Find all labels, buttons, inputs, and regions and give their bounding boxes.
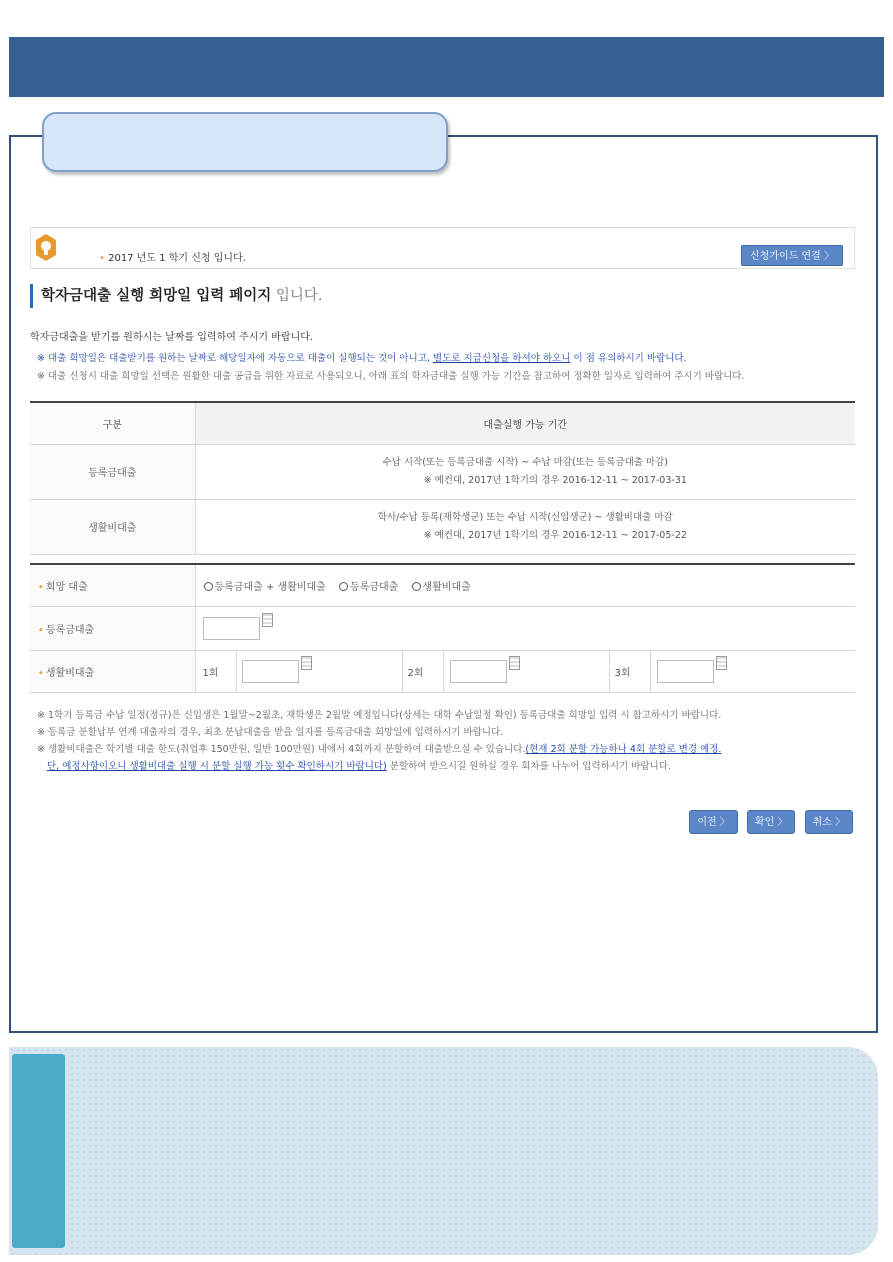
info-side-tab: [9, 1051, 68, 1251]
calendar-icon[interactable]: [509, 656, 520, 670]
installment-check-link[interactable]: 단, 예정사항이오니 생활비대출 실행 시 분할 실행 가능 횟수 확인하시기 바랍니다): [47, 761, 387, 772]
calendar-icon[interactable]: [716, 656, 727, 670]
notice-text: • 2017 년도 1 학기 신청 입니다.: [99, 253, 246, 264]
living-date-input-3[interactable]: [657, 660, 714, 683]
radio-tuition-living[interactable]: 등록금대출 + 생활비대출: [204, 578, 326, 593]
installment-2-label: 2회: [402, 650, 443, 692]
action-buttons: [685, 810, 853, 834]
semester-notice: [30, 227, 855, 269]
table-row: 생활비대출 학사/수납 등록(재학생군) 또는 수납 시작(신입생군) ~ 생활비대출 마감 ※ 예컨대, 2017년 1학기의 경우 2016-12-11 ~ 2017-05-22: [30, 499, 855, 554]
payment-request-link[interactable]: 별도로 지급신청을 하셔야 하오니: [432, 353, 571, 364]
loan-type-options: [195, 564, 855, 606]
intro-text: 학자금대출을 받기를 원하시는 날짜를 입력하여 주시기 바랍니다.: [30, 332, 314, 343]
table-header-category: 구분: [30, 402, 195, 444]
radio-tuition[interactable]: 등록금대출: [339, 578, 398, 593]
installment-1-label: 1회: [195, 650, 236, 692]
page-title: 학자금대출 실행 희망일 입력 페이지 입니다.: [30, 284, 323, 308]
installment-change-link[interactable]: (현재 2회 분할 가능하나 4회 분할로 변경 예정.: [525, 744, 722, 755]
section-tab: [42, 112, 448, 172]
calendar-icon[interactable]: [262, 613, 273, 627]
notice-line-1: ※ 대출 희망일은 대출받기를 원하는 날짜로 해당일자에 자동으로 대출이 실행되는 것이 아니고, 별도로 지급신청을 하셔야 하오니 이 점 유의하시기 바랍니다.: [37, 353, 687, 364]
table-header-period: 대출실행 가능 기간: [195, 402, 855, 444]
living-date-input-1[interactable]: [242, 660, 299, 683]
lightbulb-icon: [34, 233, 58, 265]
table-row: 등록금대출 수납 시작(또는 등록금대출 시작) ~ 수납 마감(또는 등록금대출 마감) ※ 예컨대, 2017년 1학기의 경우 2016-12-11 ~ 2017-03-31: [30, 444, 855, 499]
confirm-button[interactable]: 확인 〉: [747, 810, 796, 834]
loan-type-label: • 희망 대출: [30, 564, 195, 606]
radio-living[interactable]: 생활비대출: [412, 578, 471, 593]
tuition-label: • 등록금대출: [30, 606, 195, 650]
info-panel: [9, 1047, 878, 1255]
prev-button[interactable]: 이전 〉: [689, 810, 738, 834]
header-bar: [9, 37, 884, 97]
notice-line-2: ※ 대출 신청시 대출 희망일 선택은 원활한 대출 공급을 위한 자료로 사용되오니, 아래 표의 학자금대출 실행 가능 기간을 참고하여 정확한 일자로 입력하여 주시기 바랍니다.: [37, 371, 745, 382]
guide-link-button[interactable]: 신청가이드 연결 〉: [741, 245, 843, 266]
living-label: • 생활비대출: [30, 650, 195, 692]
loan-period-table: [30, 401, 855, 555]
living-date-input-2[interactable]: [450, 660, 507, 683]
tuition-date-input[interactable]: [203, 617, 260, 640]
cancel-button[interactable]: 취소 〉: [805, 810, 854, 834]
installment-3-label: 3회: [609, 650, 650, 692]
footnotes: ※ 1학기 등록금 수납 일정(정규)은 신입생은 1월말~2월초, 재학생은 2월말 예정입니다(상세는 대학 수납일정 확인) 등록금대출 희망일 입력 시 참고하시기 바랍니다. ※ 등록금 분할납부 연계 대출자의 경우, 최초 분납대출을 받을 일자를 등록금대출 희망일에 입력하시기 바랍니다. ※ 생활비대출은 학기별 대출 한도(취업후 150만원, 일반 100만원) 내에서 4회까지 분할하여 대출받으실 수 있습니다.(현재 2회 분할 가능하나 4회 분할로 변경 예정. 단, 예정사항이오니 생활비대출 실행 시 분할 실행 가능 횟수 확인하시기 바랍니다) 분할하여 받으시길 원하실 경우 회차를 나누어 입력하시기 바랍니다.: [37, 710, 722, 772]
loan-date-form: [30, 563, 855, 693]
calendar-icon[interactable]: [301, 656, 312, 670]
